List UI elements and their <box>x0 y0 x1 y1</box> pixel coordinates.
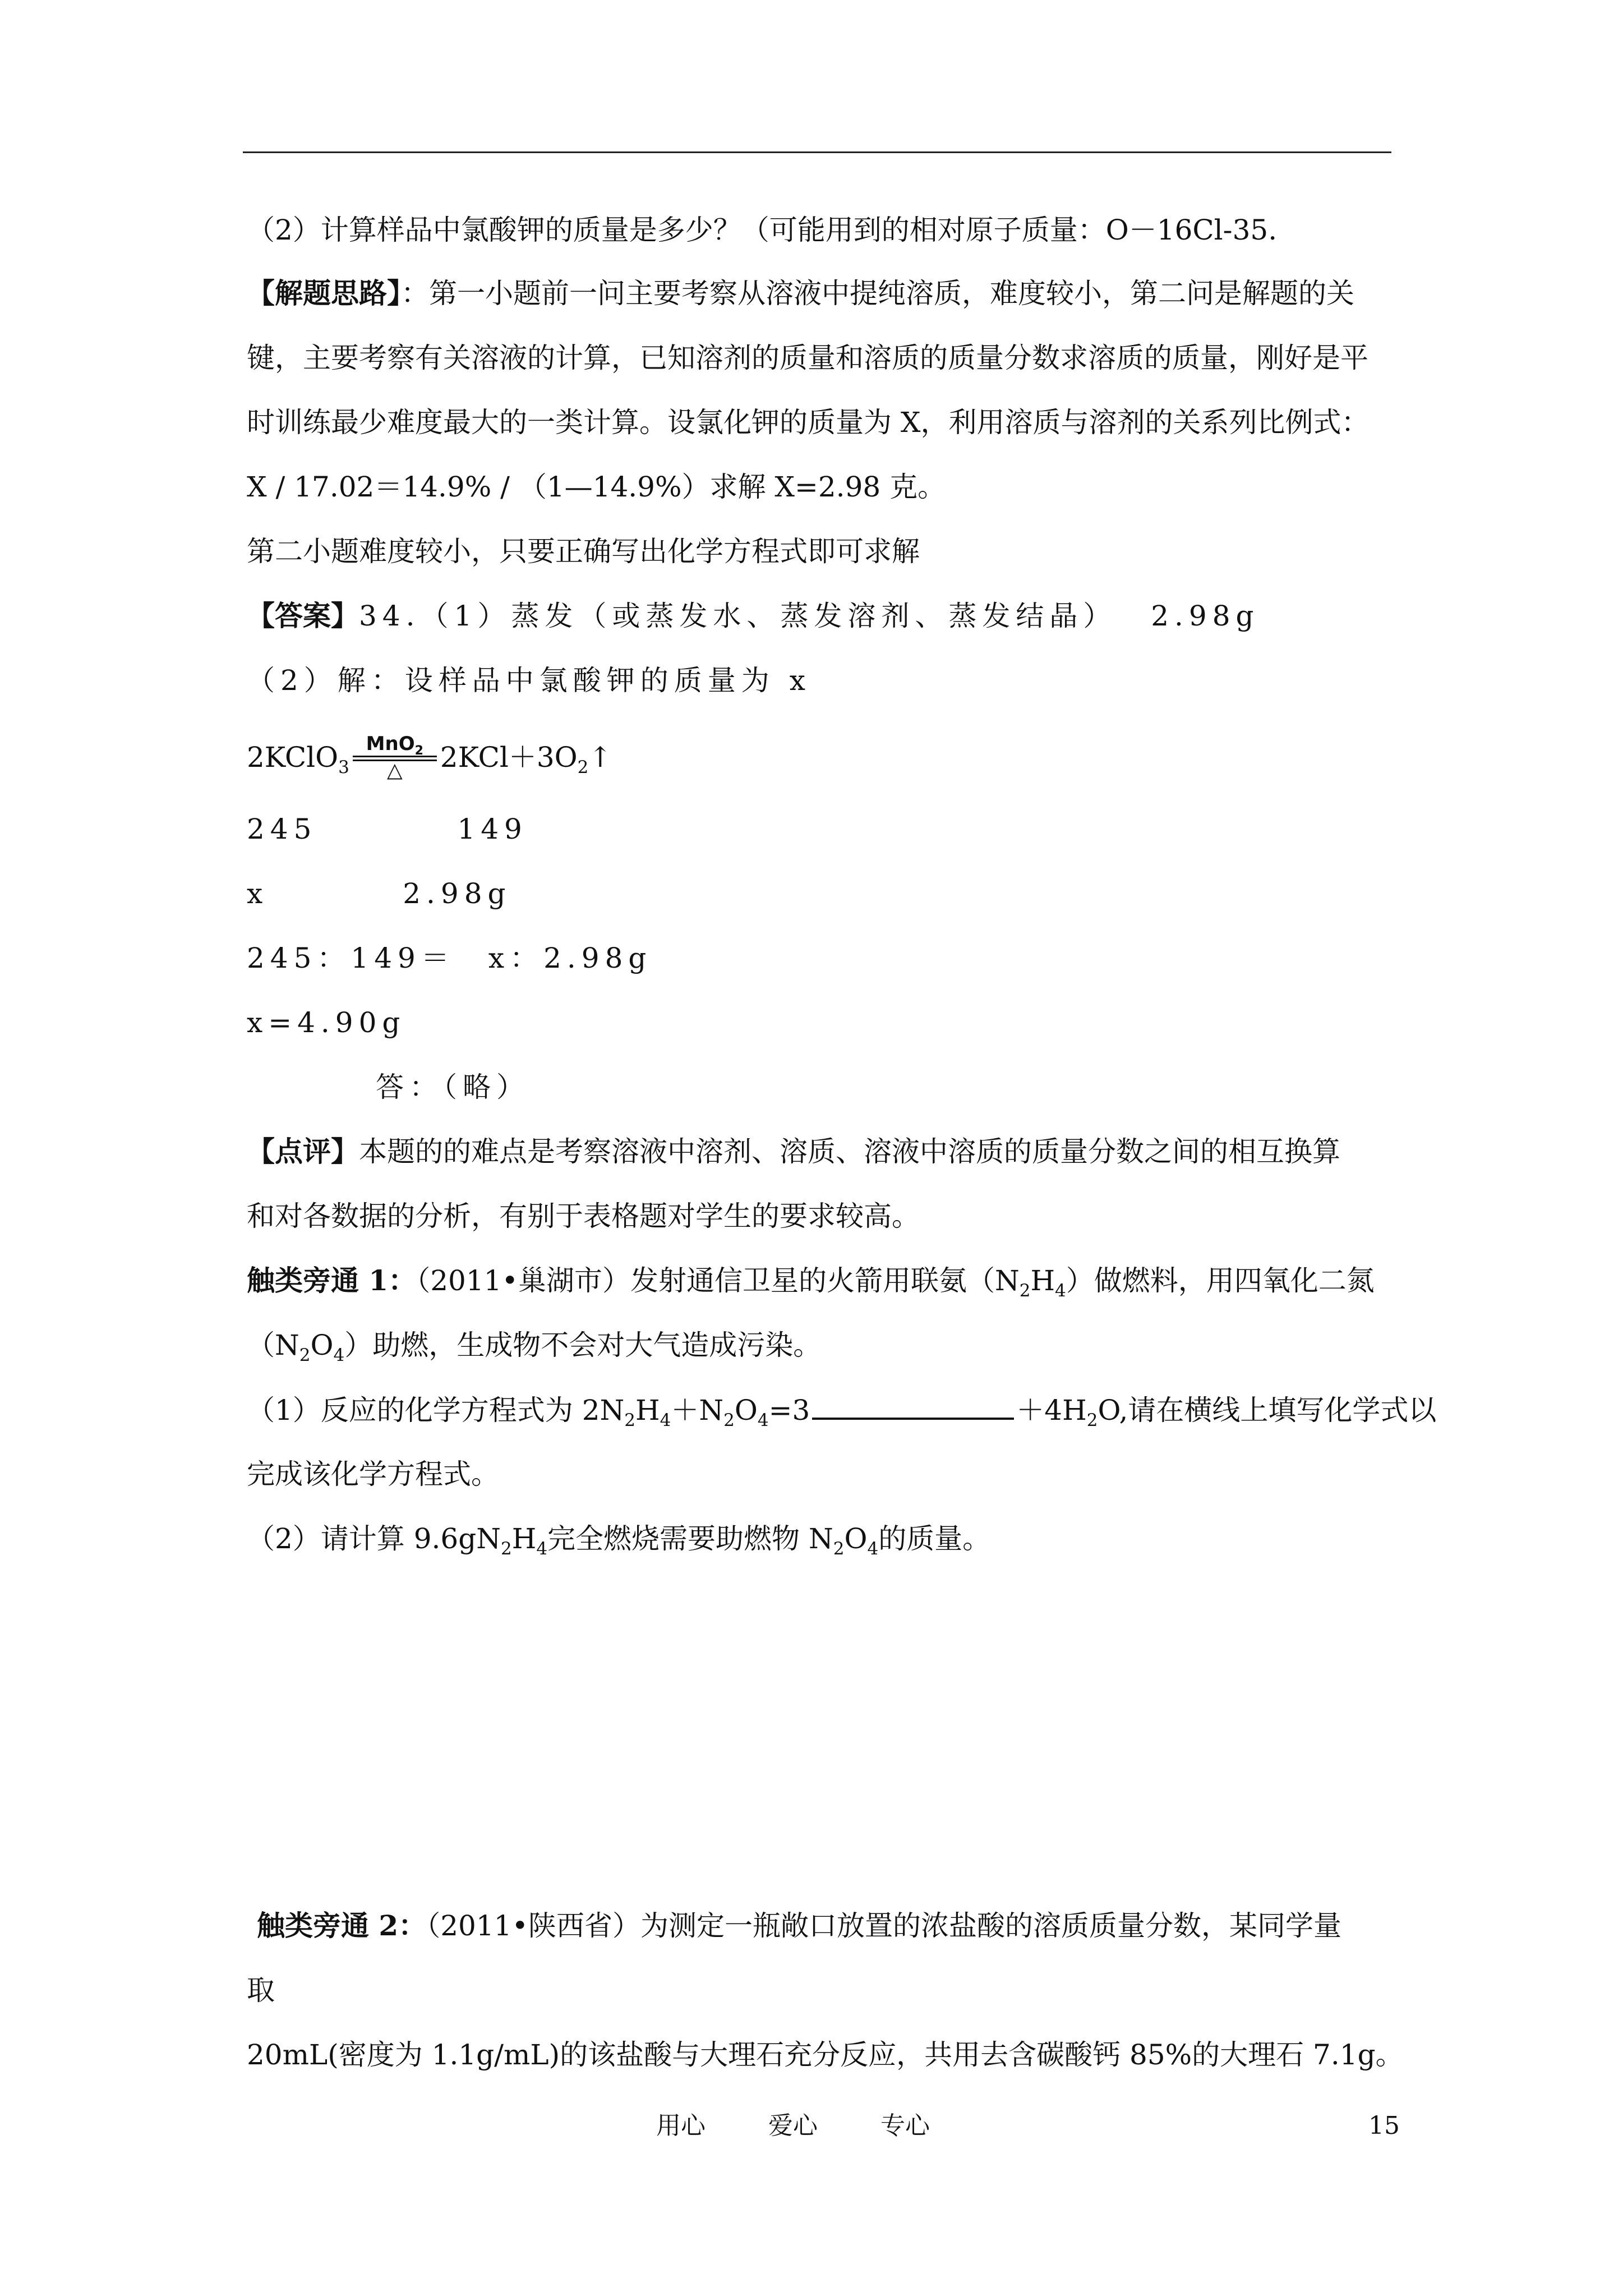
ex2-line-1: 触类旁通 2：（2011•陕西省）为测定一瓶敞口放置的浓盐酸的溶质质量分数，某同学量 <box>257 1909 1341 1942</box>
header-rule <box>243 151 1391 153</box>
comment-tag: 【点评】 <box>247 1135 359 1168</box>
gas-arrow-icon: ↑ <box>588 741 612 774</box>
calc-row-1: 245 149 <box>247 813 528 845</box>
answer-line-2: （2）解：设样品中氯酸钾的质量为 x <box>247 664 811 697</box>
footer-motto-2: 爱心 <box>768 2111 818 2140</box>
ex1-question-1-cont: 完成该化学方程式。 <box>247 1458 499 1490</box>
ex1-question-1: （1）反应的化学方程式为 $2N_2H_4+N_2O_4=3 +4H_2O$,请在横线上填写化学式以 <box>247 1394 1437 1430</box>
footer-motto-1: 用心 <box>656 2111 706 2140</box>
calc-row-2: x 2.98g <box>247 877 511 910</box>
calc-row-5: 答：（略） <box>376 1071 530 1103</box>
ex1-line-2: $(N_2O_4)$助燃，生成物不会对大气造成污染。 <box>247 1329 822 1365</box>
catalyst-label: MnO$_2$ <box>366 733 423 758</box>
analysis-line-5: 第二小题难度较小，只要正确写出化学方程式即可求解 <box>247 535 920 568</box>
analysis-tag: 【解题思路】 <box>247 277 401 310</box>
ex2-line-2: 取 <box>247 1974 275 2007</box>
ex1-line-1: 触类旁通 1：（2011•巢湖市）发射通信卫星的火箭用联氨$(N_2H_4)$做燃料，用四氧化二氮 <box>247 1264 1375 1301</box>
ex2-tag: 触类旁通 2： <box>257 1909 427 1942</box>
ex2-line-3: 20mL(密度为 1.1g/mL)的该盐酸与大理石充分反应，共用去含碳酸钙 85%的大理石 7.1g。 <box>247 2039 1404 2071</box>
ex1-tag: 触类旁通 1： <box>247 1264 417 1297</box>
q2-prompt: （2）计算样品中氯酸钾的质量是多少？（可能用到的相对原子质量：O－16Cl-35. <box>247 214 1278 246</box>
analysis-line-2: 键，主要考察有关溶液的计算，已知溶剂的质量和溶质的质量分数求溶质的质量，刚好是平 <box>247 342 1368 374</box>
reaction-condition <box>353 733 437 782</box>
answer-line-1: 【答案】34.（1）蒸发（或蒸发水、蒸发溶剂、蒸发结晶） 2.98g <box>247 599 1260 632</box>
heat-icon: △ <box>386 759 403 782</box>
ex1-question-2: （2）请计算 $9.6gN_2H_4$完全燃烧需要助燃物 $N_2O_4$的质量。 <box>247 1522 991 1559</box>
analysis-line-1: 【解题思路】：第一小题前一问主要考察从溶液中提纯溶质，难度较小，第二问是解题的关 <box>247 277 1354 310</box>
footer-motto-3: 专心 <box>880 2111 930 2140</box>
page-number: 15 <box>1368 2111 1400 2140</box>
analysis-line-3: 时训练最少难度最大的一类计算。设氯化钾的质量为 X，利用溶质与溶剂的关系列比例式： <box>247 406 1370 439</box>
chemical-equation: 2KClO$_3$ MnO$_2$ △ $2KCl+3O_2↑$ <box>247 733 612 782</box>
analysis-line-4: X / 17.02＝14.9% / （1—14.9%）求解 X=2.98 克。 <box>247 471 946 503</box>
double-bar-top <box>353 756 437 757</box>
answer-tag: 【答案】 <box>247 599 359 632</box>
calc-row-3: 245：149＝ x：2.98g <box>247 942 652 974</box>
comment-line-1: 【点评】本题的的难点是考察溶液中溶剂、溶质、溶液中溶质的质量分数之间的相互换算 <box>247 1135 1340 1168</box>
answer-blank <box>812 1393 1014 1420</box>
comment-line-2: 和对各数据的分析，有别于表格题对学生的要求较高。 <box>247 1200 920 1232</box>
calc-row-4: x=4.90g <box>247 1006 406 1039</box>
